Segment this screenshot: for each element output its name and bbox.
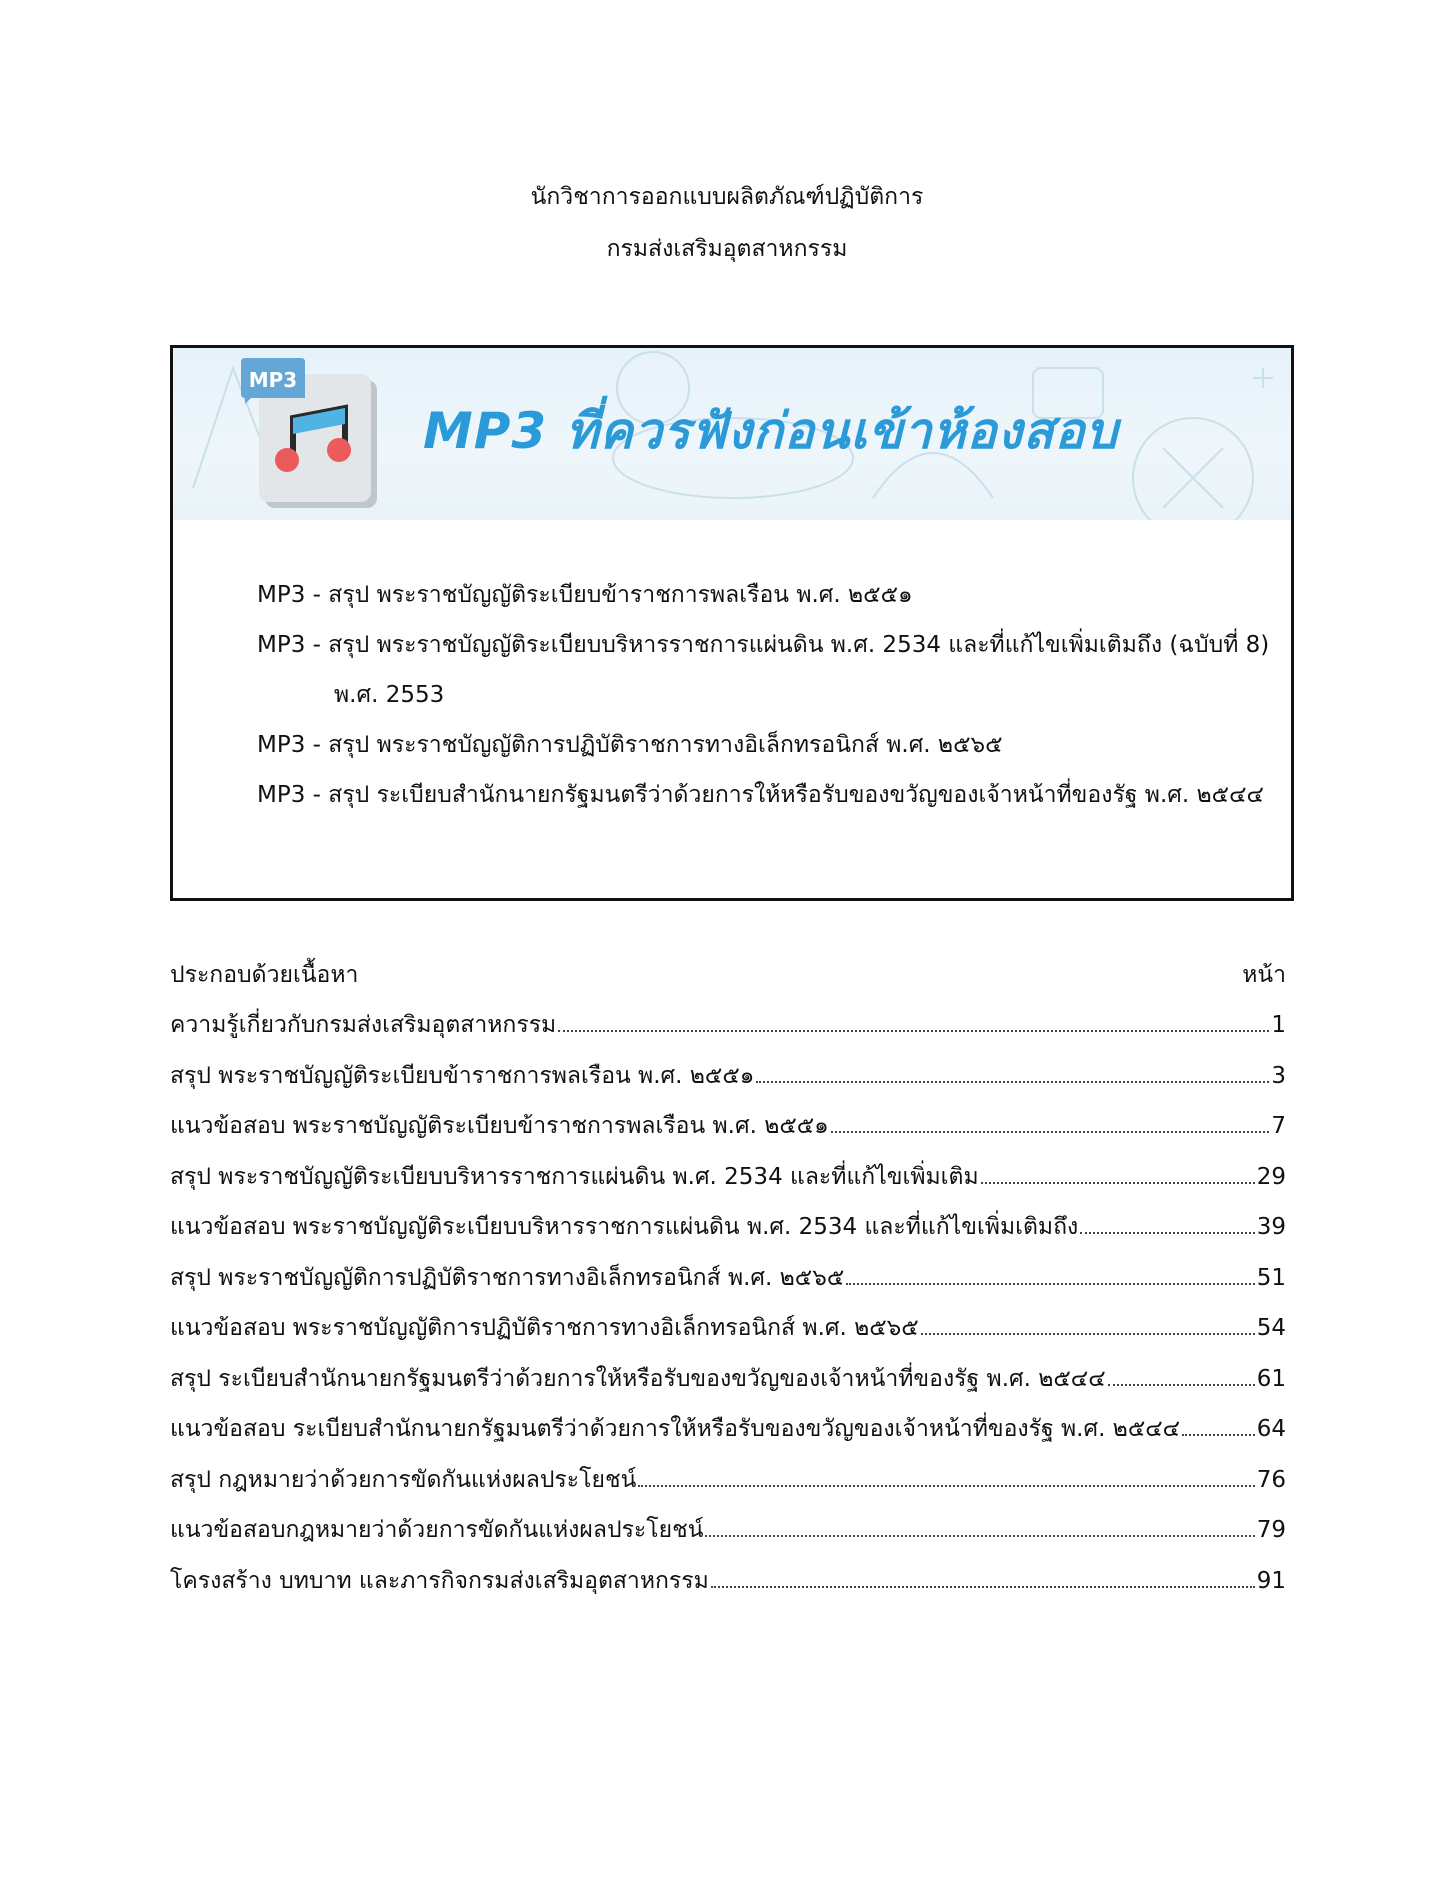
toc-list xyxy=(170,1000,1286,1606)
toc-dot-leader xyxy=(638,1485,1254,1487)
toc-heading: ประกอบด้วยเนื้อหา xyxy=(170,962,359,988)
toc-entry-page: 91 xyxy=(1256,1567,1286,1594)
toc-dot-leader xyxy=(831,1131,1270,1133)
toc-dot-leader xyxy=(981,1182,1255,1184)
table-of-contents xyxy=(170,950,1286,1606)
mp3-banner xyxy=(173,348,1291,520)
toc-entry xyxy=(170,1505,1286,1556)
toc-entry xyxy=(170,1303,1286,1354)
toc-page-heading: หน้า xyxy=(1242,962,1286,988)
mp3-list-item: MP3 - สรุป พระราชบัญญัติระเบียบข้าราชการพลเรือน พ.ศ. ๒๕๕๑ xyxy=(257,582,913,608)
toc-dot-leader xyxy=(558,1030,1269,1032)
toc-entry-title: สรุป พระราชบัญญัติระเบียบบริหารราชการแผ่นดิน พ.ศ. 2534 และที่แก้ไขเพิ่มเติม xyxy=(170,1163,979,1190)
mp3-box xyxy=(170,345,1294,901)
toc-dot-leader xyxy=(921,1333,1255,1335)
toc-entry xyxy=(170,1556,1286,1607)
toc-dot-leader xyxy=(1080,1232,1254,1234)
toc-entry-page: 29 xyxy=(1256,1163,1286,1190)
toc-entry xyxy=(170,1202,1286,1253)
toc-entry-page: 61 xyxy=(1256,1365,1286,1392)
toc-dot-leader xyxy=(1182,1434,1255,1436)
toc-entry-page: 79 xyxy=(1256,1517,1286,1543)
toc-entry-title: แนวข้อสอบกฎหมายว่าด้วยการขัดกันแห่งผลประโยชน์ xyxy=(170,1517,704,1543)
toc-entry-page: 1 xyxy=(1271,1012,1286,1038)
toc-entry-title: โครงสร้าง บทบาท และภารกิจกรมส่งเสริมอุตสาหกรรม xyxy=(170,1567,709,1594)
banner-title: MP3 ที่ควรฟังก่อนเข้าห้องสอบ xyxy=(423,402,1119,460)
toc-entry-title: สรุป พระราชบัญญัติการปฏิบัติราชการทางอิเล็กทรอนิกส์ พ.ศ. ๒๕๖๕ xyxy=(170,1264,845,1291)
toc-dot-leader xyxy=(711,1586,1255,1588)
toc-entry xyxy=(170,1000,1286,1051)
mp3-list xyxy=(257,570,1277,820)
toc-entry-title: สรุป พระราชบัญญัติระเบียบข้าราชการพลเรือน พ.ศ. ๒๕๕๑ xyxy=(170,1062,755,1089)
document-title: นักวิชาการออกแบบผลิตภัณฑ์ปฏิบัติการ xyxy=(530,184,924,210)
toc-entry-page: 7 xyxy=(1271,1113,1286,1139)
toc-dot-leader xyxy=(1108,1384,1255,1386)
toc-entry-page: 51 xyxy=(1256,1264,1286,1291)
toc-entry-title: สรุป ระเบียบสำนักนายกรัฐมนตรีว่าด้วยการให้หรือรับของขวัญของเจ้าหน้าที่ของรัฐ พ.ศ. ๒๕๔๔ xyxy=(170,1365,1106,1392)
department-name: กรมส่งเสริมอุตสาหกรรม xyxy=(606,236,848,262)
toc-entry-title: ความรู้เกี่ยวกับกรมส่งเสริมอุตสาหกรรม xyxy=(170,1012,557,1038)
toc-entry-page: 39 xyxy=(1256,1214,1286,1240)
toc-dot-leader xyxy=(846,1283,1254,1285)
toc-entry xyxy=(170,1455,1286,1506)
toc-entry-page: 3 xyxy=(1271,1062,1286,1089)
toc-entry-title: แนวข้อสอบ พระราชบัญญัติการปฏิบัติราชการทางอิเล็กทรอนิกส์ พ.ศ. ๒๕๖๕ xyxy=(170,1315,919,1341)
mp3-badge-label: MP3 xyxy=(248,368,298,392)
mp3-list-item: MP3 - สรุป พระราชบัญญัติระเบียบบริหารราชการแผ่นดิน พ.ศ. 2534 และที่แก้ไขเพิ่มเติมถึง (ฉบับที่ 8) พ.ศ. 2553 xyxy=(257,632,1270,708)
toc-entry xyxy=(170,1354,1286,1405)
toc-entry xyxy=(170,1101,1286,1152)
toc-entry-page: 64 xyxy=(1256,1416,1286,1442)
toc-entry-title: แนวข้อสอบ ระเบียบสำนักนายกรัฐมนตรีว่าด้วยการให้หรือรับของขวัญของเจ้าหน้าที่ของรัฐ พ.ศ. ๒๕๔๔ xyxy=(170,1416,1181,1442)
mp3-logo-icon xyxy=(241,358,391,518)
toc-header xyxy=(170,950,1286,1000)
toc-dot-leader xyxy=(756,1081,1269,1083)
toc-entry xyxy=(170,1051,1286,1102)
mp3-list-item: MP3 - สรุป พระราชบัญญัติการปฏิบัติราชการทางอิเล็กทรอนิกส์ พ.ศ. ๒๕๖๕ xyxy=(257,732,1003,758)
toc-entry xyxy=(170,1152,1286,1203)
toc-entry-page: 54 xyxy=(1256,1315,1286,1341)
toc-entry-title: สรุป กฎหมายว่าด้วยการขัดกันแห่งผลประโยชน์ xyxy=(170,1466,637,1493)
toc-entry-page: 76 xyxy=(1256,1466,1286,1493)
mp3-list-item: MP3 - สรุป ระเบียบสำนักนายกรัฐมนตรีว่าด้วยการให้หรือรับของขวัญของเจ้าหน้าที่ของรัฐ พ.ศ. ๒๕๔๔ xyxy=(257,782,1264,808)
toc-entry-title: แนวข้อสอบ พระราชบัญญัติระเบียบข้าราชการพลเรือน พ.ศ. ๒๕๕๑ xyxy=(170,1113,829,1139)
toc-entry xyxy=(170,1404,1286,1455)
toc-entry xyxy=(170,1253,1286,1304)
toc-entry-title: แนวข้อสอบ พระราชบัญญัติระเบียบบริหารราชการแผ่นดิน พ.ศ. 2534 และที่แก้ไขเพิ่มเติมถึง xyxy=(170,1214,1079,1240)
toc-dot-leader xyxy=(705,1535,1254,1537)
